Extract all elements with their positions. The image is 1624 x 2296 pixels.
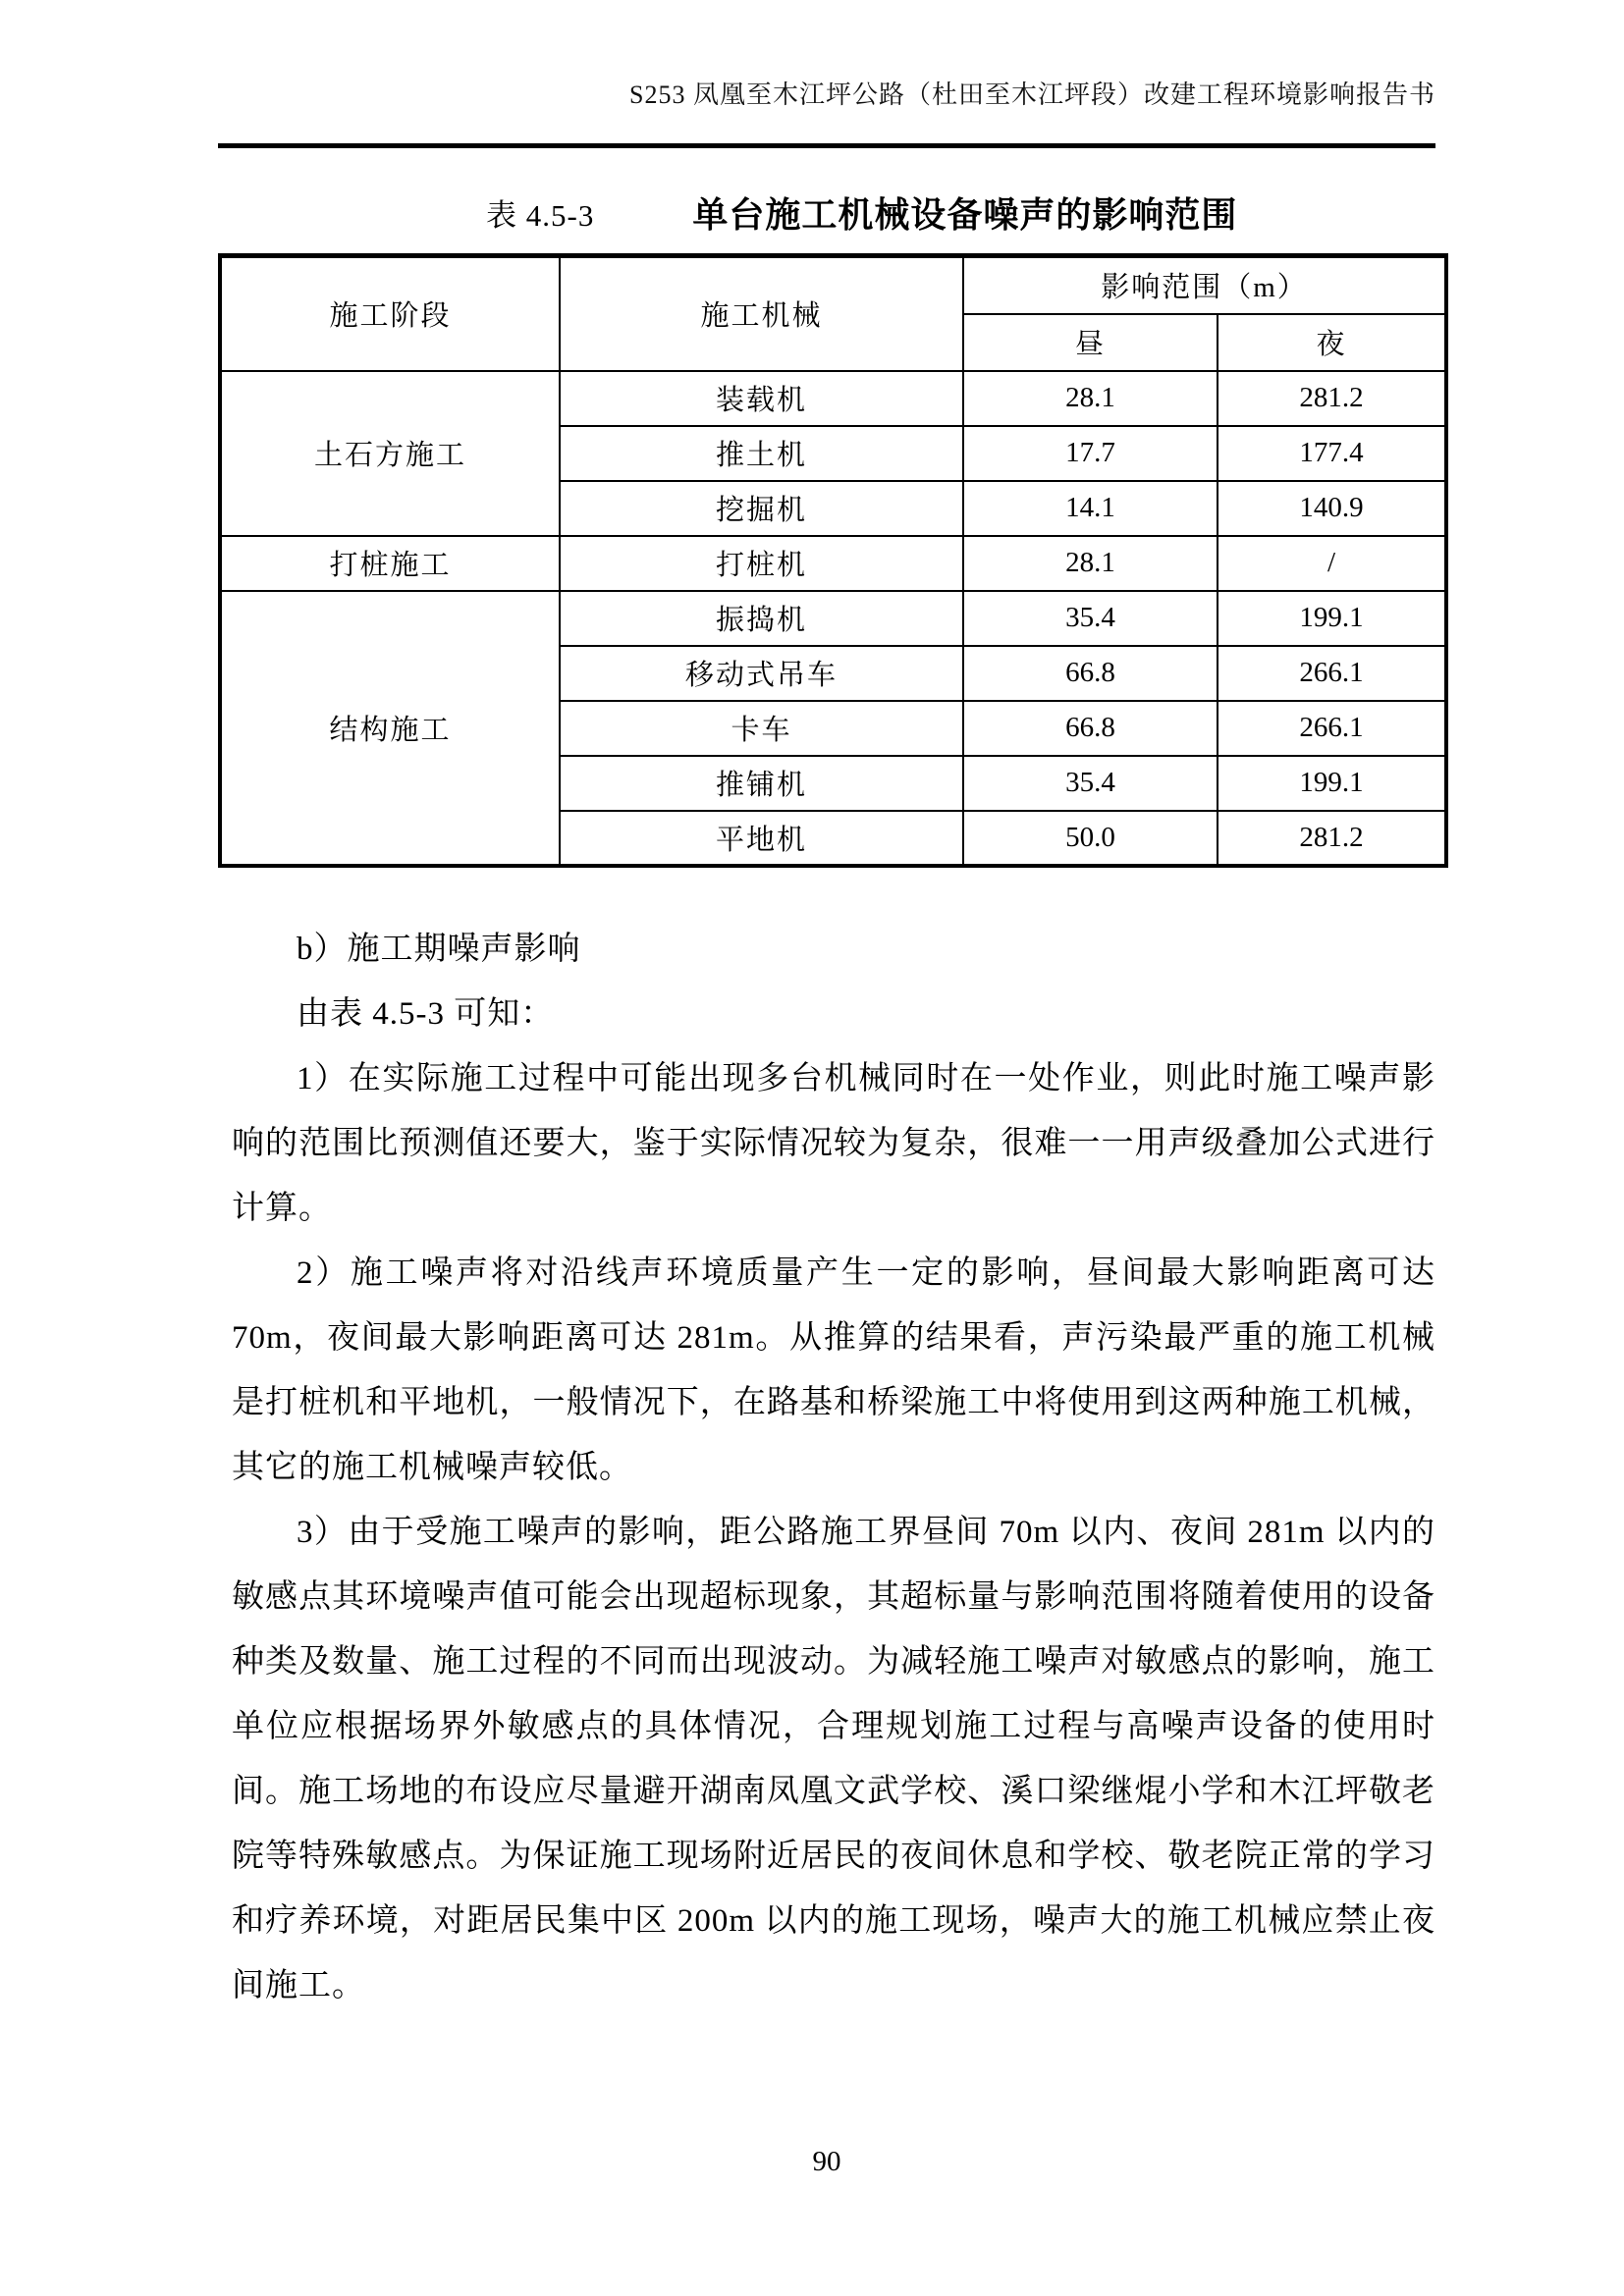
table-cell-stage: 土石方施工 [220, 371, 560, 536]
table-cell-machine: 移动式吊车 [560, 646, 963, 701]
table-caption-title: 单台施工机械设备噪声的影响范围 [692, 193, 1238, 235]
table-cell-day: 17.7 [963, 426, 1218, 481]
page-number: 90 [812, 2146, 841, 2177]
table-row [220, 536, 1446, 591]
paragraph: 3）由于受施工噪声的影响，距公路施工界昼间 70m 以内、夜间 281m 以内的敏感点其环境噪声值可能会出现超标现象，其超标量与影响范围将随着使用的设备种类及数量、施工过程的不同而出现波动。为减轻施工噪声对敏感点的影响，施工单位应根据场界外敏感点的具体情况，合理规划施工过程与高噪声设备的使用时间。施工场地的布设应尽量避开湖南凤凰文武学校、溪口梁继焜小学和木江坪敬老院等特殊敏感点。为保证施工现场附近居民的夜间休息和学校、敬老院正常的学习和疗养环境，对距居民集中区 200m 以内的施工现场，噪声大的施工机械应禁止夜间施工。 [232, 1515, 1435, 2003]
noise-impact-table [218, 253, 1448, 868]
header-rule [218, 143, 1435, 148]
table-caption [486, 187, 1237, 238]
table-cell-machine: 平地机 [560, 811, 963, 866]
col-header-range: 影响范围（m） [963, 256, 1446, 314]
table-caption-number: 表 4.5-3 [486, 197, 595, 233]
table-cell-stage: 打桩施工 [220, 536, 560, 591]
col-header-machine: 施工机械 [560, 256, 963, 371]
paragraph: b）施工期噪声影响 [297, 932, 581, 967]
table-cell-day: 14.1 [963, 481, 1218, 536]
table-cell-night: 199.1 [1218, 591, 1446, 646]
table-cell-machine: 挖掘机 [560, 481, 963, 536]
table-cell-machine: 推铺机 [560, 756, 963, 811]
col-header-day: 昼 [963, 314, 1218, 371]
table-cell-day: 66.8 [963, 646, 1218, 701]
paragraph: 2）施工噪声将对沿线声环境质量产生一定的影响，昼间最大影响距离可达 70m，夜间最大影响距离可达 281m。从推算的结果看，声污染最严重的施工机械是打桩机和平地机，一般情况下，在路基和桥梁施工中将使用到这两种施工机械，其它的施工机械噪声较低。 [232, 1255, 1435, 1485]
col-header-stage: 施工阶段 [220, 256, 560, 371]
table-row [220, 591, 1446, 646]
table-cell-day: 50.0 [963, 811, 1218, 866]
table-cell-stage: 结构施工 [220, 591, 560, 866]
table-cell-night: 199.1 [1218, 756, 1446, 811]
table-cell-day: 66.8 [963, 701, 1218, 756]
table-cell-night: 266.1 [1218, 646, 1446, 701]
table-cell-machine: 打桩机 [560, 536, 963, 591]
table-cell-day: 28.1 [963, 536, 1218, 591]
paragraph: 1）在实际施工过程中可能出现多台机械同时在一处作业，则此时施工噪声影响的范围比预测值还要大，鉴于实际情况较为复杂，很难一一用声级叠加公式进行计算。 [232, 1061, 1435, 1226]
table-cell-night: 140.9 [1218, 481, 1446, 536]
table-cell-night: 281.2 [1218, 371, 1446, 426]
table-cell-machine: 卡车 [560, 701, 963, 756]
table-header-row-1 [220, 256, 1446, 314]
table-row [220, 371, 1446, 426]
table-cell-machine: 推土机 [560, 426, 963, 481]
table-cell-night: 281.2 [1218, 811, 1446, 866]
table-cell-day: 35.4 [963, 591, 1218, 646]
table-cell-machine: 振捣机 [560, 591, 963, 646]
table-cell-day: 35.4 [963, 756, 1218, 811]
table-cell-night: / [1218, 536, 1446, 591]
running-header: S253 凤凰至木江坪公路（杜田至木江坪段）改建工程环境影响报告书 [629, 80, 1435, 109]
table-cell-machine: 装载机 [560, 371, 963, 426]
table-cell-night: 177.4 [1218, 426, 1446, 481]
paragraph: 由表 4.5-3 可知： [297, 996, 555, 1032]
table-cell-night: 266.1 [1218, 701, 1446, 756]
col-header-night: 夜 [1218, 314, 1446, 371]
table-cell-day: 28.1 [963, 371, 1218, 426]
body-text [232, 917, 1435, 2018]
